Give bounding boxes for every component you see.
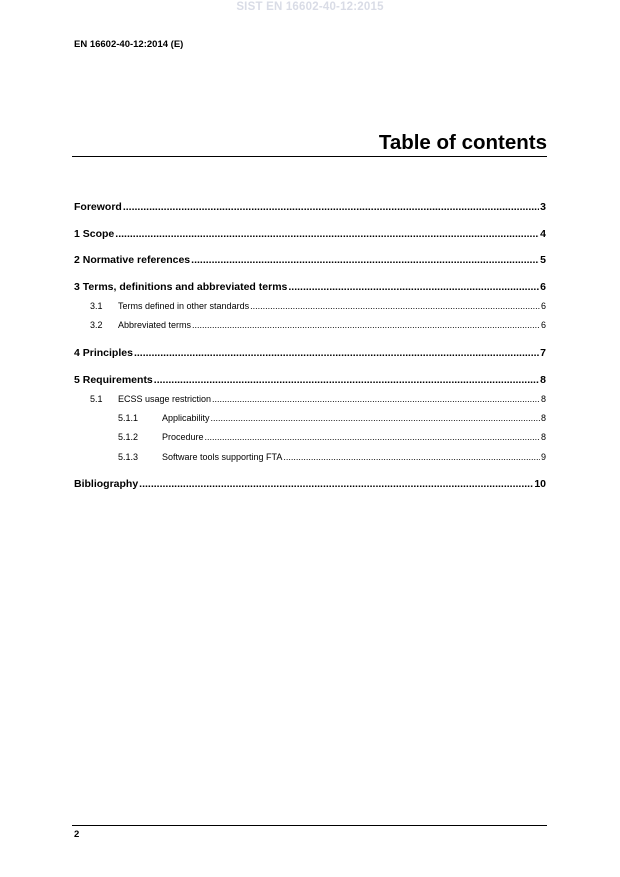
footer-divider xyxy=(72,825,547,826)
toc-entry-label: Applicability xyxy=(162,413,210,423)
toc-section-number: 5.1.3 xyxy=(118,452,139,462)
toc-dot-leader xyxy=(134,347,539,360)
toc-entry-label: Abbreviated terms xyxy=(118,320,192,330)
toc-page-number: 5 xyxy=(540,254,546,266)
toc-dot-leader xyxy=(123,201,539,214)
toc-dot-leader xyxy=(212,394,540,405)
toc-page-number: 7 xyxy=(540,347,546,359)
toc-page-number: 3 xyxy=(540,201,546,213)
toc-entry-terms-other-standards[interactable] xyxy=(90,301,546,312)
toc-section-number: 3.2 xyxy=(90,320,103,330)
toc-entry-ecss-usage-restriction[interactable] xyxy=(90,394,546,405)
toc-page-number: 8 xyxy=(540,394,546,404)
toc-dot-leader xyxy=(211,413,540,424)
toc-entry-label: 1 Scope xyxy=(74,228,115,240)
toc-page-number: 6 xyxy=(540,320,546,330)
toc-entry-label: ECSS usage restriction xyxy=(118,394,212,404)
toc-page-number: 4 xyxy=(540,228,546,240)
toc-dot-leader xyxy=(250,301,540,312)
page-title: Table of contents xyxy=(378,131,547,154)
toc-dot-leader xyxy=(288,281,539,294)
toc-entry-bibliography[interactable] xyxy=(74,478,546,491)
toc-dot-leader xyxy=(192,320,540,331)
toc-entry-label: 4 Principles xyxy=(74,347,133,359)
toc-entry-foreword[interactable] xyxy=(74,201,546,214)
toc-section-number: 3.1 xyxy=(90,301,103,311)
toc-entry-label: 5 Requirements xyxy=(74,374,153,386)
toc-entry-scope[interactable] xyxy=(74,228,546,241)
watermark: SIST EN 16602-40-12:2015 xyxy=(236,1,384,13)
toc-section-number: 5.1.1 xyxy=(118,413,139,423)
toc-page-number: 9 xyxy=(540,452,546,462)
page-number: 2 xyxy=(74,829,80,840)
toc-entry-label: 3 Terms, definitions and abbreviated terms xyxy=(74,281,288,293)
toc-dot-leader xyxy=(115,228,539,241)
toc-entry-requirements[interactable] xyxy=(74,374,546,387)
toc-entry-label: Software tools supporting FTA xyxy=(162,452,283,462)
toc-page-number: 10 xyxy=(534,478,546,490)
toc-section-number: 5.1.2 xyxy=(118,432,139,442)
toc-dot-leader xyxy=(205,432,540,443)
toc-entry-software-tools-fta[interactable] xyxy=(118,452,546,463)
toc-entry-terms-definitions[interactable] xyxy=(74,281,546,294)
toc-section-number: 5.1 xyxy=(90,394,103,404)
toc-dot-leader xyxy=(139,478,533,491)
toc-dot-leader xyxy=(191,254,539,267)
toc-entry-procedure[interactable] xyxy=(118,432,546,443)
toc-entry-applicability[interactable] xyxy=(118,413,546,424)
toc-entry-abbreviated-terms[interactable] xyxy=(90,320,546,331)
toc-page-number: 8 xyxy=(540,374,546,386)
toc-entry-label: Terms defined in other standards xyxy=(118,301,250,311)
document-id: EN 16602-40-12:2014 (E) xyxy=(74,39,184,50)
toc-entry-label: Bibliography xyxy=(74,478,139,490)
toc-entry-principles[interactable] xyxy=(74,347,546,360)
toc-dot-leader xyxy=(283,452,540,463)
toc-dot-leader xyxy=(154,374,539,387)
toc-entry-label: 2 Normative references xyxy=(74,254,191,266)
toc-entry-label: Foreword xyxy=(74,201,122,213)
toc-page-number: 6 xyxy=(540,301,546,311)
toc-entry-normative-references[interactable] xyxy=(74,254,546,267)
toc-entry-label: Procedure xyxy=(162,432,204,442)
toc-page-number: 6 xyxy=(540,281,546,293)
toc-page-number: 8 xyxy=(540,432,546,442)
toc-page-number: 8 xyxy=(540,413,546,423)
